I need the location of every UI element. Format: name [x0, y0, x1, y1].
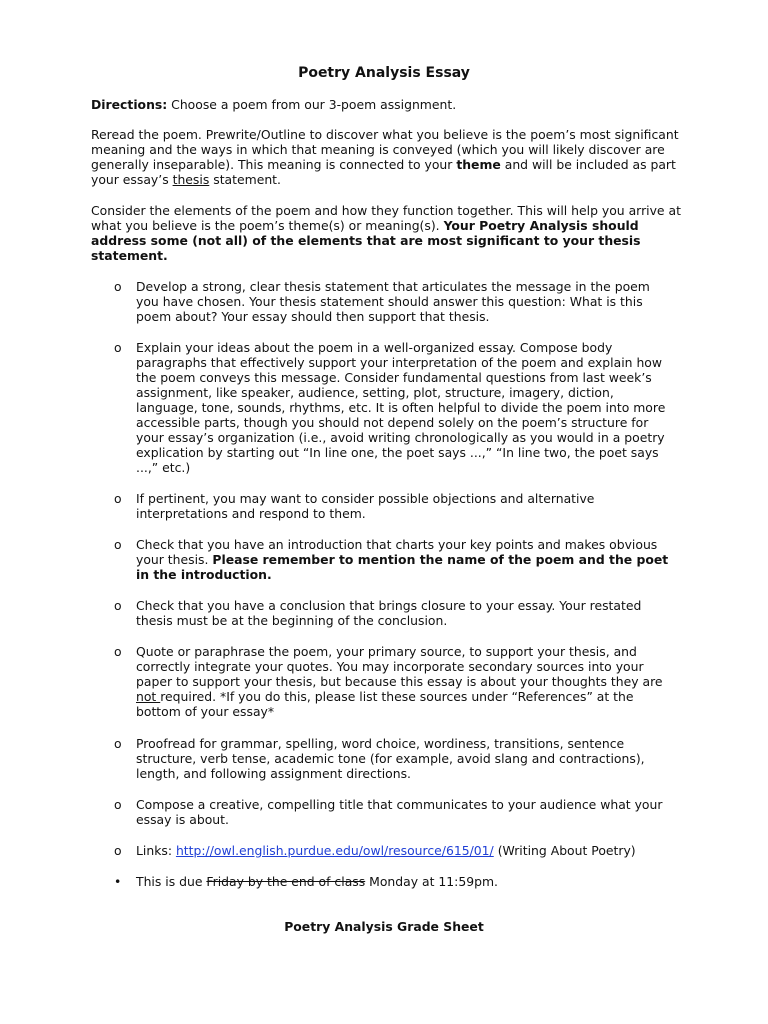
bullet-marker: o	[114, 736, 122, 751]
struck-due-text: Friday by the end of class	[206, 874, 366, 889]
theme-word: theme	[456, 157, 501, 172]
list-item-links	[136, 843, 676, 858]
directions-text: Choose a poem from our 3-poem assignment.	[167, 97, 457, 112]
due-text-1: This is due	[136, 874, 207, 889]
list-item-objections: If pertinent, you may want to consider possible objections and alternative interpretations and respond to them.	[136, 491, 595, 521]
list-item-quotes	[136, 644, 676, 719]
directions-paragraph	[91, 97, 691, 112]
directions-label: Directions:	[91, 97, 168, 112]
list-item-introduction	[136, 537, 676, 582]
list-item-conclusion: Check that you have a conclusion that brings closure to your essay. Your restated thesis must be at the beginning of the conclusion.	[136, 598, 642, 628]
quotes-text-1: Quote or paraphrase the poem, your primary source, to support your thesis, and correctly integrate your quotes. You may incorporate secondary sources into your paper to support your thesis, but because this essay is about your thoughts they are	[136, 644, 663, 689]
reread-text-1: Reread the poem. Prewrite/Outline to discover what you believe is the poem’s most significant meaning and the ways in which that meaning is conveyed (which you will likely discover are generally inseparable). This meaning is connected to your	[91, 127, 679, 172]
list-item-thesis: Develop a strong, clear thesis statement that articulates the message in the poem you have chosen. Your thesis statement should answer this question: What is this poem about? Your essay should then support that thesis.	[136, 279, 650, 324]
introduction-text: Check that you have an introduction that charts your key points and makes obvious your thesis.	[136, 537, 658, 567]
elements-bold-text: Your Poetry Analysis should address some (not all) of the elements that are most significant to your thesis statement.	[91, 218, 641, 263]
grade-sheet-title: Poetry Analysis Grade Sheet	[284, 919, 484, 934]
bullet-marker: o	[114, 491, 122, 506]
bullet-marker: o	[114, 279, 122, 294]
list-item-proofread: Proofread for grammar, spelling, word choice, wordiness, transitions, sentence structure, verb tense, academic tone (for example, avoid slang and contractions), length, and following assignment directions.	[136, 736, 645, 781]
list-item-title: Compose a creative, compelling title that communicates to your audience what your essay is about.	[136, 797, 663, 827]
due-text-2: Monday at 11:59pm.	[365, 874, 498, 889]
bullet-marker: o	[114, 843, 122, 858]
elements-text: Consider the elements of the poem and how they function together. This will help you arrive at what you believe is the poem’s theme(s) or meaning(s).	[91, 203, 681, 233]
reread-text-2: and will be included as part your essay’s	[91, 157, 676, 187]
quotes-text-2: required. *If you do this, please list these sources under “References” at the bottom of your essay*	[136, 689, 634, 719]
bullet-marker: •	[114, 874, 122, 889]
bullet-marker: o	[114, 340, 122, 355]
links-tail: (Writing About Poetry)	[493, 843, 636, 858]
bullet-marker: o	[114, 797, 122, 812]
list-item-explain: Explain your ideas about the poem in a well-organized essay. Compose body paragraphs that effectively support your interpretation of the poem and explain how the poem conveys this message. Consider fundamental questions from last week’s assignment, like speaker, audience, setting, plot, structure, imagery, diction, language, tone, sounds, rhythms, etc. It is often helpful to divide the poem into more accessible parts, though you should not depend solely on the poem’s structure for your essay’s organization (i.e., avoid writing chronologically as you would in a poetry explication by starting out “In line one, the poet says ...,” “In line two, the poet says ...,” etc.)	[136, 340, 666, 475]
elements-paragraph	[91, 203, 691, 263]
links-label: Links:	[136, 843, 176, 858]
reread-paragraph	[91, 127, 691, 187]
bullet-marker: o	[114, 537, 122, 552]
bullet-marker: o	[114, 644, 122, 659]
thesis-word: thesis	[172, 172, 210, 187]
not-word: not	[136, 689, 161, 704]
introduction-bold-text: Please remember to mention the name of the poem and the poet in the introduction.	[136, 552, 669, 582]
list-item-due-date	[136, 874, 676, 889]
page-title: Poetry Analysis Essay	[298, 65, 470, 81]
purdue-owl-link[interactable]: http://owl.english.purdue.edu/owl/resource/615/01/	[175, 843, 494, 858]
reread-text-3: statement.	[209, 172, 281, 187]
bullet-marker: o	[114, 598, 122, 613]
